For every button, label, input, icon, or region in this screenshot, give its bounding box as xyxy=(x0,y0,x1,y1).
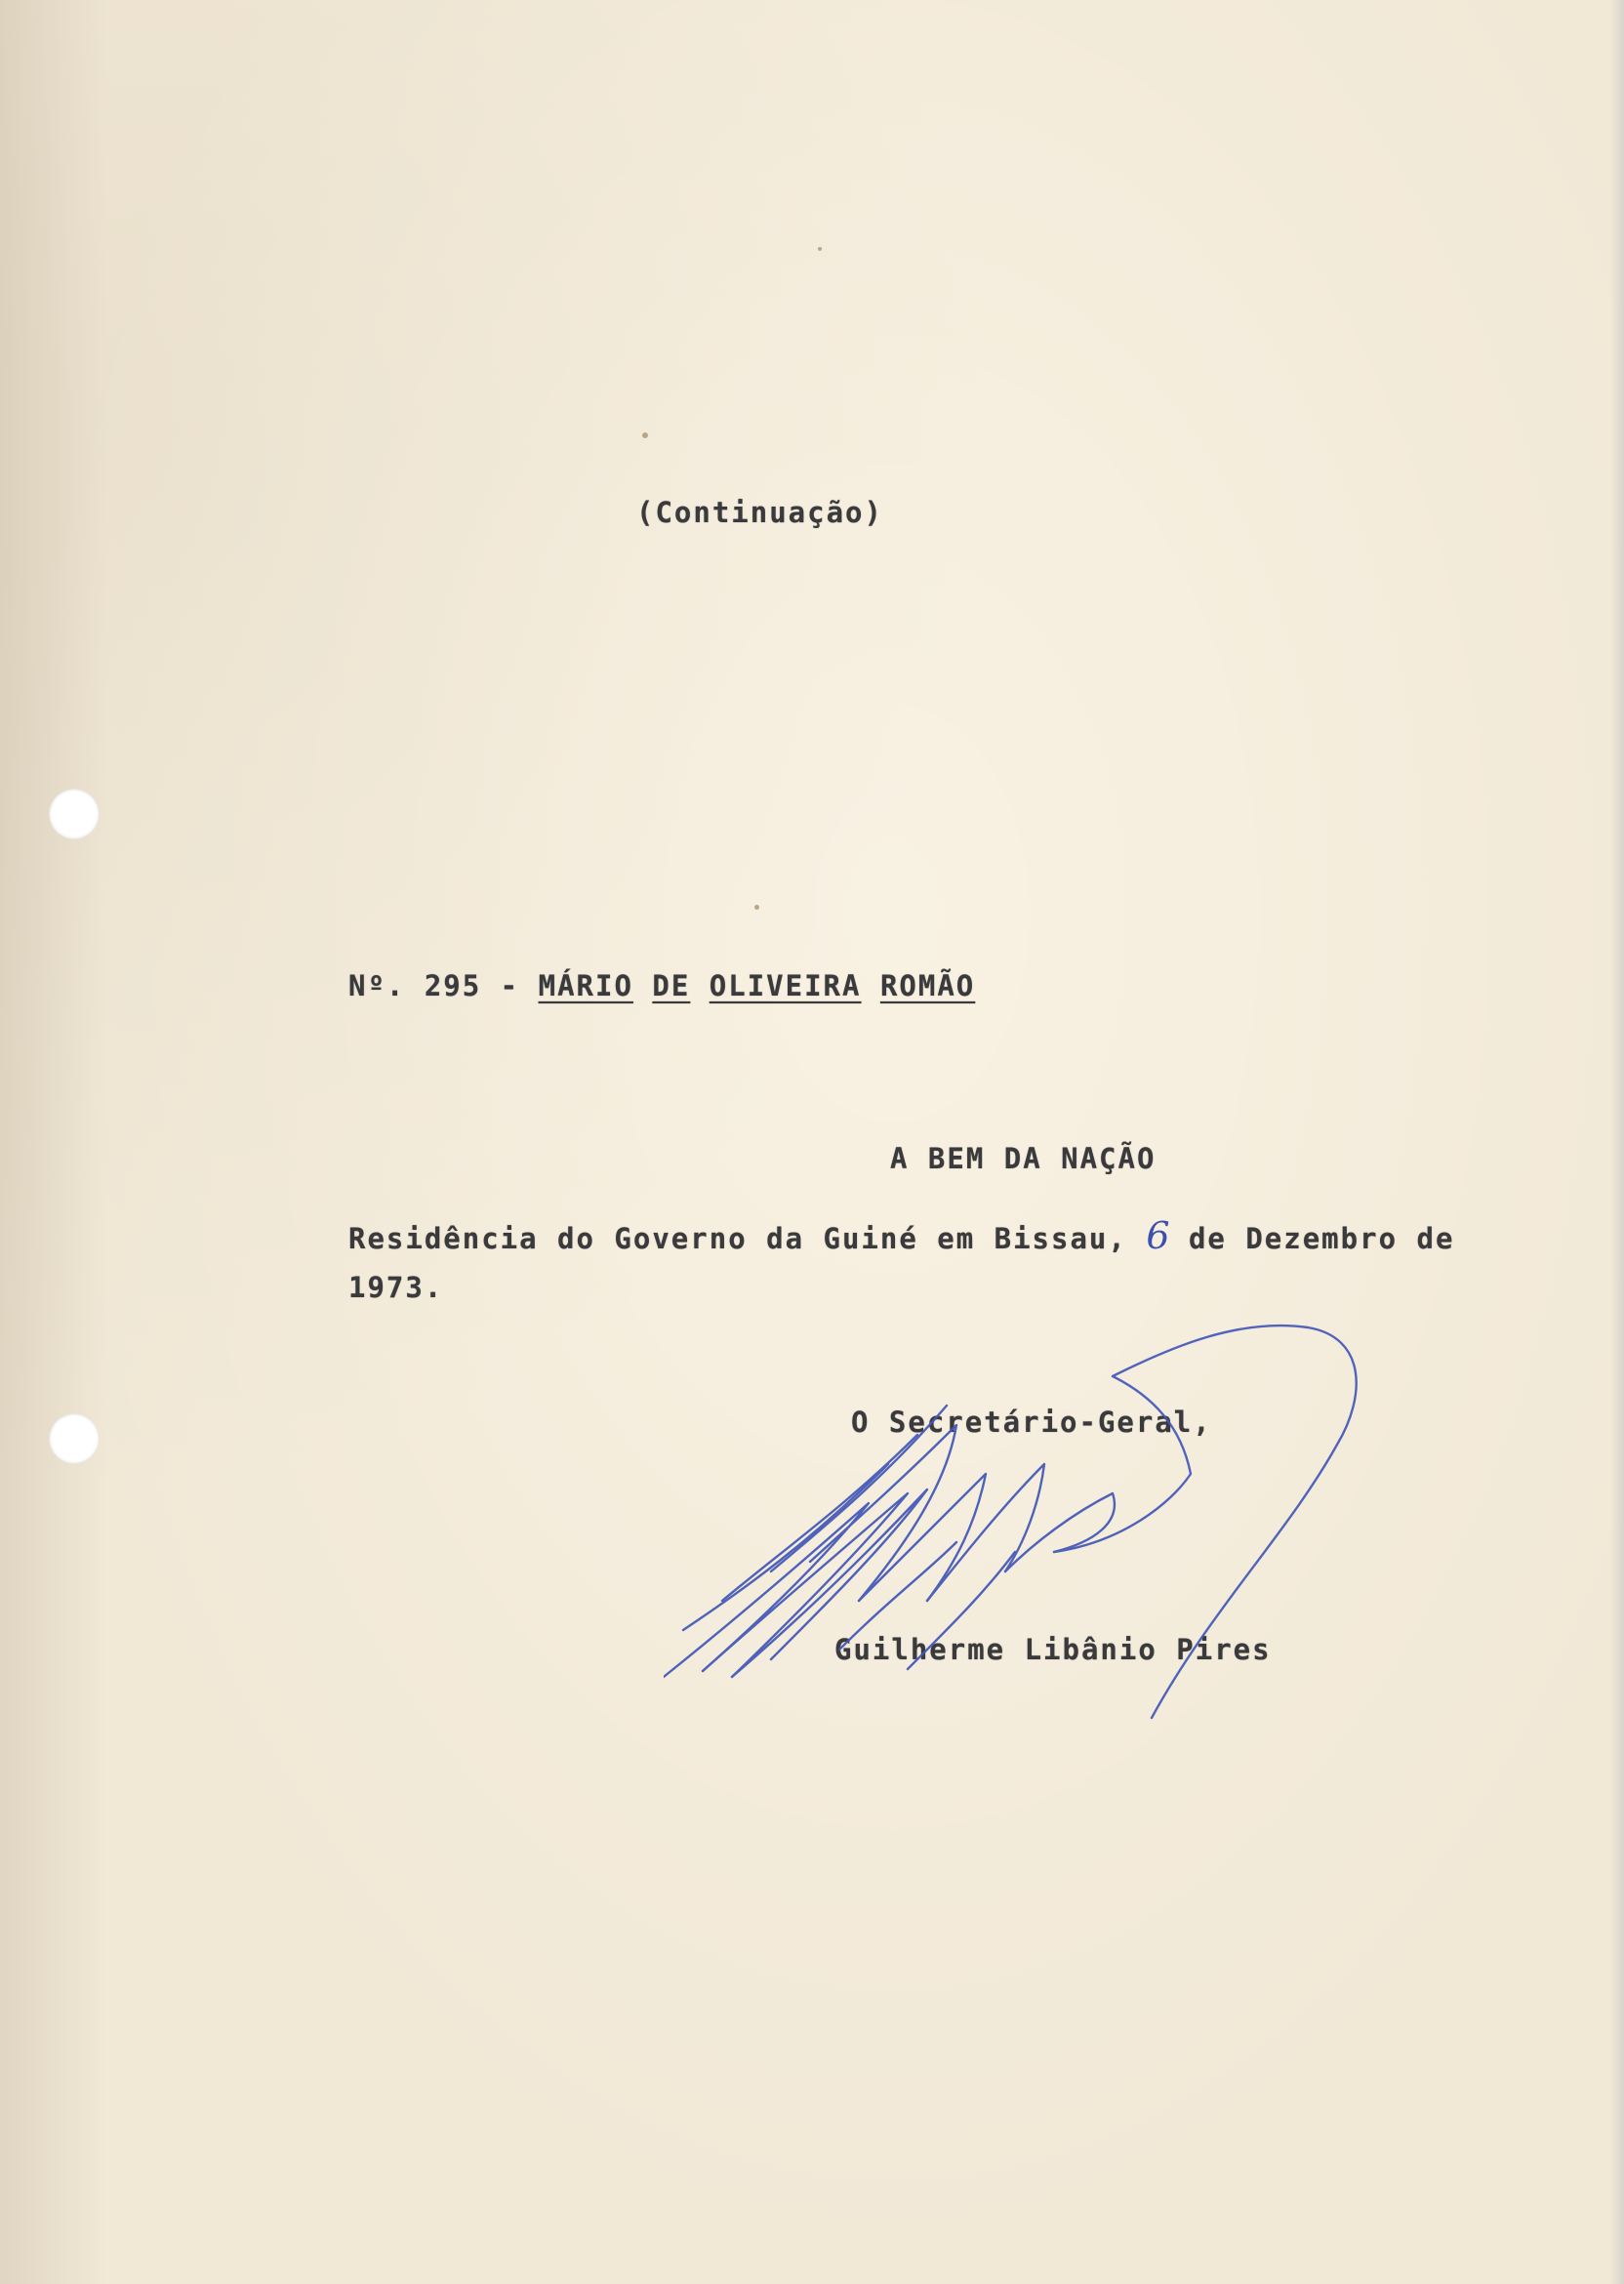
entry-name-word: ROMÃO xyxy=(879,969,976,1002)
place-text: Residência do Governo da Guiné em Bissau, xyxy=(348,1222,1127,1255)
paper-speck xyxy=(642,432,648,438)
entry-number: Nº. 295 - xyxy=(348,969,520,1002)
paper-fold-shadow xyxy=(0,0,107,2284)
handwritten-signature-icon xyxy=(664,1308,1386,1728)
place-date-line xyxy=(348,1214,1454,1257)
motto: A BEM DA NAÇÃO xyxy=(890,1142,1157,1175)
handwritten-day: 6 xyxy=(1146,1214,1170,1257)
entry-name-word: DE xyxy=(652,969,691,1002)
signatory-title: O Secretário-Geral, xyxy=(851,1406,1212,1439)
paper-edge xyxy=(1610,0,1624,2284)
paper-speck xyxy=(818,247,822,251)
month-text: de Dezembro de xyxy=(1188,1222,1455,1255)
entry-name-word: OLIVEIRA xyxy=(709,969,862,1002)
punch-hole-icon xyxy=(49,789,100,839)
year-text: 1973. xyxy=(348,1271,444,1304)
entry-name-word: MÁRIO xyxy=(538,969,633,1002)
punch-hole-icon xyxy=(49,1413,100,1464)
continuation-heading: (Continuação) xyxy=(636,496,883,529)
signatory-name: Guilherme Libânio Pires xyxy=(834,1633,1272,1666)
paper-speck xyxy=(754,905,759,910)
entry-line xyxy=(348,969,975,1002)
